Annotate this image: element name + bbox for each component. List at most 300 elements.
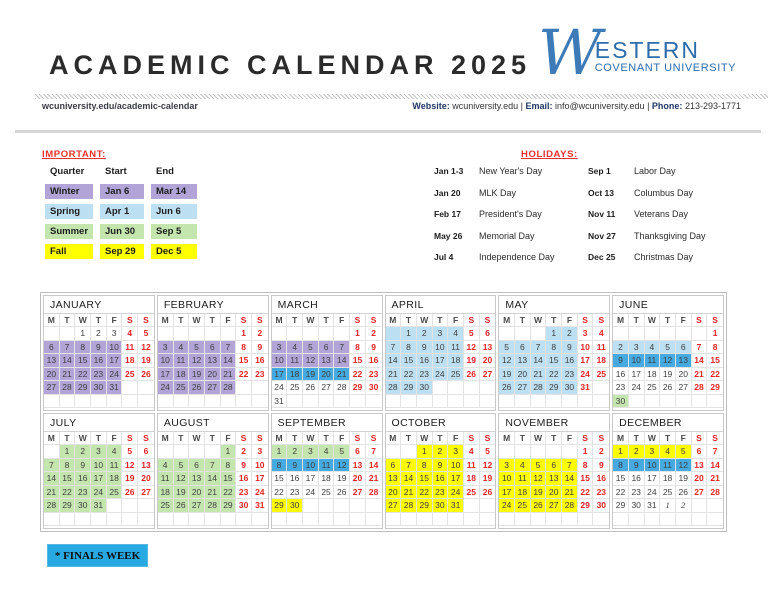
day-cell: [334, 327, 350, 341]
month-august: [157, 413, 269, 529]
day-cell: [174, 327, 190, 341]
day-cell: 10: [499, 472, 515, 486]
day-cell: 29: [546, 381, 562, 395]
day-cell: 7: [205, 459, 221, 473]
day-cell: 10: [578, 341, 594, 355]
holiday-date: Dec 25: [588, 252, 616, 262]
day-cell: 17: [91, 472, 107, 486]
day-cell: [660, 327, 676, 341]
day-cell: 8: [417, 459, 433, 473]
day-cell: 3: [252, 445, 268, 459]
day-cell: 28: [221, 381, 237, 395]
day-cell: 14: [366, 459, 382, 473]
day-cell: 30: [629, 499, 645, 513]
day-header: S: [593, 432, 609, 445]
day-header: S: [593, 314, 609, 327]
day-cell: 22: [546, 368, 562, 382]
day-header: S: [236, 314, 252, 327]
day-cell: 2: [75, 445, 91, 459]
day-cell: [334, 499, 350, 513]
holiday-name: Christmas Day: [634, 252, 694, 262]
day-cell: [593, 513, 609, 527]
day-cell: 13: [319, 354, 335, 368]
day-cell: 10: [629, 354, 645, 368]
day-cell: [546, 395, 562, 409]
day-cell: 12: [480, 459, 496, 473]
day-cell: 18: [464, 472, 480, 486]
day-cell: [189, 445, 205, 459]
month-days-grid: [613, 432, 723, 526]
day-cell: 2: [433, 445, 449, 459]
day-cell: 11: [660, 459, 676, 473]
day-header: F: [107, 314, 123, 327]
day-cell: 6: [692, 445, 708, 459]
day-cell: 12: [189, 354, 205, 368]
day-cell: 13: [189, 472, 205, 486]
day-cell: [189, 395, 205, 409]
day-cell: [676, 327, 692, 341]
month-days-grid: [44, 432, 154, 526]
day-cell: 15: [613, 472, 629, 486]
day-cell: 30: [593, 499, 609, 513]
holiday-name: Labor Day: [634, 166, 676, 176]
page-title: ACADEMIC CALENDAR 2025: [49, 50, 532, 80]
day-cell: 16: [236, 472, 252, 486]
day-cell: 22: [578, 486, 594, 500]
month-title: JANUARY: [44, 296, 154, 314]
day-cell: 9: [593, 459, 609, 473]
day-cell: [645, 327, 661, 341]
holiday-name: Independence Day: [479, 252, 555, 262]
day-cell: 12: [122, 459, 138, 473]
day-header: M: [44, 314, 60, 327]
day-cell: 14: [386, 354, 402, 368]
phone-value: 213-293-1771: [684, 101, 741, 111]
day-cell: 18: [515, 486, 531, 500]
holiday-date: Nov 27: [588, 230, 616, 241]
day-cell: [366, 499, 382, 513]
month-days-grid: [499, 314, 609, 408]
day-cell: 15: [578, 472, 594, 486]
day-cell: 24: [91, 486, 107, 500]
day-cell: [629, 327, 645, 341]
day-cell: 5: [174, 459, 190, 473]
day-cell: 11: [287, 354, 303, 368]
holiday-name: Veterans Day: [634, 209, 689, 219]
day-cell: 25: [158, 499, 174, 513]
day-cell: 17: [252, 472, 268, 486]
day-cell: 3: [272, 341, 288, 355]
day-cell: 4: [464, 445, 480, 459]
day-cell: [531, 445, 547, 459]
day-cell: 22: [401, 368, 417, 382]
day-cell: [138, 381, 154, 395]
day-cell: [386, 513, 402, 527]
holiday-date: Nov 11: [588, 209, 616, 219]
day-header: T: [546, 432, 562, 445]
day-header: T: [319, 314, 335, 327]
day-cell: 22: [707, 368, 723, 382]
month-may: [498, 295, 610, 411]
day-cell: 8: [578, 459, 594, 473]
day-cell: 12: [531, 472, 547, 486]
day-cell: [91, 395, 107, 409]
day-cell: 17: [107, 354, 123, 368]
month-september: [271, 413, 383, 529]
day-cell: [44, 327, 60, 341]
logo-w-glyph: W: [538, 16, 602, 89]
day-cell: [692, 327, 708, 341]
day-cell: 10: [433, 341, 449, 355]
day-header: T: [433, 314, 449, 327]
day-cell: 4: [515, 459, 531, 473]
day-cell: 13: [386, 472, 402, 486]
day-cell: 29: [350, 381, 366, 395]
month-days-grid: [386, 432, 496, 526]
month-days-grid: [158, 314, 268, 408]
day-cell: 31: [91, 499, 107, 513]
quarter-cell: Jun 6: [151, 204, 197, 219]
day-cell: [578, 513, 594, 527]
day-cell: [401, 395, 417, 409]
day-cell: 4: [593, 327, 609, 341]
day-cell: 4: [448, 327, 464, 341]
day-cell: 16: [562, 354, 578, 368]
quarter-row: [45, 184, 245, 199]
day-cell: 21: [366, 472, 382, 486]
university-logo: [538, 16, 737, 89]
day-cell: 26: [189, 381, 205, 395]
day-cell: 30: [433, 499, 449, 513]
day-cell: 18: [319, 472, 335, 486]
day-cell: 16: [629, 472, 645, 486]
day-cell: [480, 499, 496, 513]
day-cell: 28: [334, 381, 350, 395]
day-cell: [676, 395, 692, 409]
day-header: M: [272, 314, 288, 327]
day-cell: 27: [350, 486, 366, 500]
day-cell: 28: [386, 381, 402, 395]
day-cell: [562, 513, 578, 527]
day-cell: 23: [593, 486, 609, 500]
day-cell: [107, 499, 123, 513]
day-cell: 11: [464, 459, 480, 473]
day-header: T: [660, 314, 676, 327]
day-cell: 7: [221, 341, 237, 355]
day-cell: [174, 513, 190, 527]
day-cell: 25: [515, 499, 531, 513]
day-cell: 24: [448, 486, 464, 500]
finals-week-legend: * FINALS WEEK: [47, 544, 148, 567]
day-cell: 28: [401, 499, 417, 513]
day-cell: [707, 395, 723, 409]
day-cell: 23: [433, 486, 449, 500]
day-cell: 9: [252, 341, 268, 355]
day-cell: 5: [676, 445, 692, 459]
day-cell: 25: [593, 368, 609, 382]
day-cell: 1: [60, 445, 76, 459]
day-header: F: [562, 314, 578, 327]
day-cell: 11: [107, 459, 123, 473]
day-header: W: [417, 314, 433, 327]
day-cell: 6: [189, 459, 205, 473]
day-cell: 20: [189, 486, 205, 500]
day-cell: [91, 513, 107, 527]
day-cell: 1: [417, 445, 433, 459]
day-cell: 25: [448, 368, 464, 382]
day-cell: 17: [448, 472, 464, 486]
day-cell: 23: [287, 486, 303, 500]
day-cell: 14: [221, 354, 237, 368]
day-cell: [122, 499, 138, 513]
day-header: W: [531, 314, 547, 327]
day-cell: [205, 395, 221, 409]
day-cell: 14: [205, 472, 221, 486]
day-cell: [593, 381, 609, 395]
day-cell: 10: [107, 341, 123, 355]
day-cell: 14: [707, 459, 723, 473]
day-cell: 12: [499, 354, 515, 368]
day-header: M: [613, 314, 629, 327]
day-cell: 11: [122, 341, 138, 355]
day-cell: 16: [613, 368, 629, 382]
day-cell: 17: [433, 354, 449, 368]
logo-covenant-text: COVENANT UNIVERSITY: [594, 62, 737, 74]
day-cell: 19: [676, 472, 692, 486]
day-header: S: [578, 314, 594, 327]
day-header: S: [692, 432, 708, 445]
day-cell: 30: [287, 499, 303, 513]
day-cell: 15: [401, 354, 417, 368]
day-cell: 9: [366, 341, 382, 355]
day-cell: 8: [707, 341, 723, 355]
day-cell: 8: [613, 459, 629, 473]
day-cell: 23: [613, 381, 629, 395]
day-header: M: [44, 432, 60, 445]
day-cell: 14: [60, 354, 76, 368]
day-cell: 15: [707, 354, 723, 368]
day-cell: [334, 513, 350, 527]
day-cell: 21: [386, 368, 402, 382]
day-cell: 18: [593, 354, 609, 368]
day-header: F: [221, 432, 237, 445]
day-cell: [401, 445, 417, 459]
quarter-cell: Sep 29: [100, 244, 144, 259]
day-cell: 2: [613, 341, 629, 355]
day-cell: 4: [660, 445, 676, 459]
day-cell: 7: [44, 459, 60, 473]
day-cell: [645, 513, 661, 527]
day-cell: 6: [546, 459, 562, 473]
day-cell: 21: [707, 472, 723, 486]
day-cell: [236, 381, 252, 395]
day-cell: [707, 513, 723, 527]
day-cell: [303, 327, 319, 341]
day-header: W: [75, 432, 91, 445]
day-cell: [138, 499, 154, 513]
day-cell: 29: [60, 499, 76, 513]
quarters-table: [45, 164, 245, 264]
day-header: W: [303, 314, 319, 327]
day-cell: 2: [236, 445, 252, 459]
day-cell: 30: [91, 381, 107, 395]
month-march: [271, 295, 383, 411]
day-cell: 16: [75, 472, 91, 486]
day-cell: [60, 327, 76, 341]
day-cell: 30: [562, 381, 578, 395]
day-cell: 22: [350, 368, 366, 382]
separator: |: [520, 101, 523, 111]
day-cell: 25: [107, 486, 123, 500]
day-cell: 26: [531, 499, 547, 513]
day-header: M: [499, 432, 515, 445]
logo-text: [595, 24, 736, 74]
day-header: S: [707, 432, 723, 445]
day-cell: [272, 513, 288, 527]
day-header: M: [158, 432, 174, 445]
day-header: W: [75, 314, 91, 327]
day-cell: 13: [692, 459, 708, 473]
holiday-name: President's Day: [479, 209, 542, 219]
day-cell: [287, 395, 303, 409]
day-cell: 28: [707, 486, 723, 500]
day-cell: 3: [91, 445, 107, 459]
day-cell: 19: [660, 368, 676, 382]
day-cell: 13: [480, 341, 496, 355]
email-label: Email:: [525, 101, 553, 111]
day-cell: [629, 395, 645, 409]
day-cell: 3: [499, 459, 515, 473]
day-cell: 11: [645, 354, 661, 368]
day-cell: [303, 513, 319, 527]
day-cell: 7: [692, 341, 708, 355]
day-cell: 27: [386, 499, 402, 513]
day-cell: [692, 395, 708, 409]
day-header: F: [221, 314, 237, 327]
day-cell: 5: [138, 327, 154, 341]
day-cell: [366, 395, 382, 409]
day-cell: 25: [645, 381, 661, 395]
day-cell: 26: [676, 486, 692, 500]
day-cell: [44, 513, 60, 527]
day-cell: 16: [417, 354, 433, 368]
day-cell: 19: [138, 354, 154, 368]
day-header: S: [366, 314, 382, 327]
day-cell: [44, 395, 60, 409]
day-cell: [107, 395, 123, 409]
day-cell: 28: [44, 499, 60, 513]
important-heading: IMPORTANT:: [42, 149, 106, 160]
day-cell: 10: [448, 459, 464, 473]
day-cell: 17: [499, 486, 515, 500]
day-cell: 19: [334, 472, 350, 486]
day-cell: 24: [272, 381, 288, 395]
day-cell: 8: [236, 341, 252, 355]
day-cell: 14: [401, 472, 417, 486]
day-cell: 31: [578, 381, 594, 395]
quarter-cell: Jun 30: [100, 224, 144, 239]
day-cell: [75, 395, 91, 409]
day-cell: [252, 513, 268, 527]
day-cell: [205, 445, 221, 459]
day-cell: 30: [417, 381, 433, 395]
day-cell: 14: [334, 354, 350, 368]
day-cell: [122, 395, 138, 409]
day-cell: 29: [578, 499, 594, 513]
quarter-cell: Jan 6: [100, 184, 144, 199]
day-cell: 15: [60, 472, 76, 486]
day-cell: 4: [319, 445, 335, 459]
day-cell: 2: [417, 327, 433, 341]
day-cell: 11: [515, 472, 531, 486]
holiday-name: New Year's Day: [479, 166, 543, 176]
day-cell: [319, 327, 335, 341]
day-cell: 21: [60, 368, 76, 382]
day-cell: [464, 395, 480, 409]
day-cell: [562, 395, 578, 409]
day-cell: [676, 513, 692, 527]
day-cell: 21: [562, 486, 578, 500]
day-cell: [189, 327, 205, 341]
contact-info: [412, 101, 741, 111]
day-cell: 24: [303, 486, 319, 500]
day-cell: 3: [303, 445, 319, 459]
day-header: M: [158, 314, 174, 327]
day-cell: 24: [107, 368, 123, 382]
day-header: T: [205, 314, 221, 327]
header-rule: [15, 130, 761, 133]
day-header: F: [334, 314, 350, 327]
day-cell: 9: [433, 459, 449, 473]
day-cell: [433, 513, 449, 527]
day-cell: [122, 381, 138, 395]
day-header: T: [319, 432, 335, 445]
day-cell: 20: [546, 486, 562, 500]
day-cell: 19: [122, 472, 138, 486]
day-cell: 2: [287, 445, 303, 459]
day-cell: 19: [303, 368, 319, 382]
day-cell: 15: [221, 472, 237, 486]
day-cell: 26: [660, 381, 676, 395]
calendar-grid: [40, 292, 727, 532]
website-label: Website:: [412, 101, 450, 111]
day-cell: [433, 381, 449, 395]
day-cell: 21: [221, 368, 237, 382]
day-cell: 22: [60, 486, 76, 500]
day-header: M: [272, 432, 288, 445]
day-cell: 22: [236, 368, 252, 382]
quarter-cell: Mar 14: [151, 184, 197, 199]
day-cell: 23: [252, 368, 268, 382]
day-header: W: [417, 432, 433, 445]
month-days-grid: [499, 432, 609, 526]
day-cell: 22: [75, 368, 91, 382]
day-header: T: [515, 432, 531, 445]
day-cell: 12: [334, 459, 350, 473]
month-days-grid: [44, 314, 154, 408]
day-cell: 14: [562, 472, 578, 486]
day-cell: [499, 445, 515, 459]
day-cell: 5: [660, 341, 676, 355]
day-cell: 15: [546, 354, 562, 368]
quarter-cell: Spring: [45, 204, 93, 219]
day-cell: 5: [334, 445, 350, 459]
day-cell: [515, 513, 531, 527]
day-cell: 24: [645, 486, 661, 500]
day-header: S: [464, 432, 480, 445]
day-cell: 26: [122, 486, 138, 500]
day-cell: [448, 381, 464, 395]
